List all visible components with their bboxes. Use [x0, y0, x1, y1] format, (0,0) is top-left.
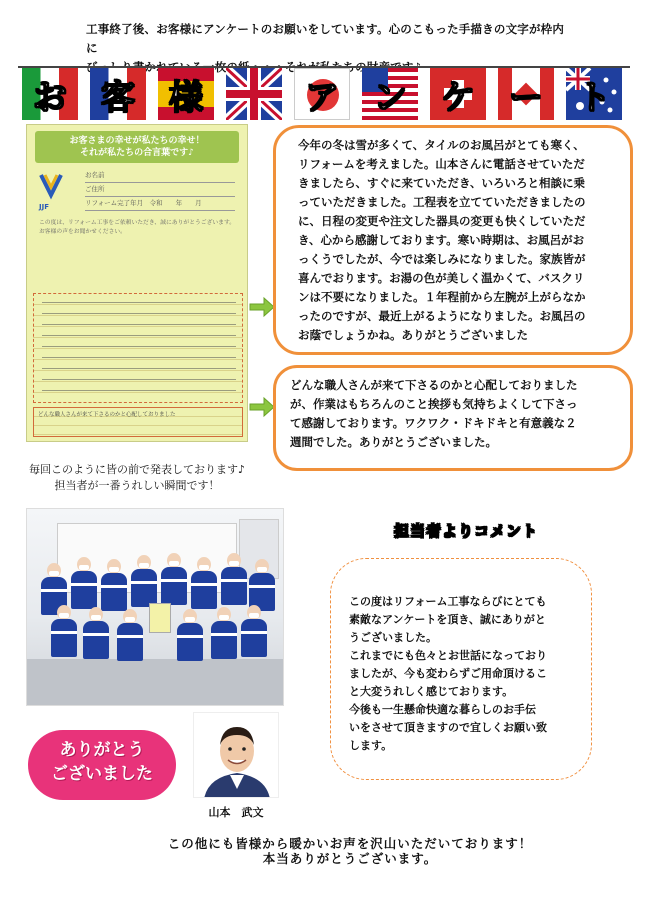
flag-switzerland: ケ	[430, 68, 486, 120]
review-1-text: 今年の冬は雪が多くて、タイルのお風呂がとても寒く、 リフォームを考えました。山本さんに電話させていただ きましたら、すぐに来ていただき、いろいろと相談に乗 っていただきました。工程表を立てていただきましたの に、日程の変更や注文した器具の変更も快くしていただ き、心から感謝しております。寒い時期は、お風呂がお っくうでしたが、今では楽しみになりました。家族皆が 喜んでおります。お湯の色が美しく温かくて、バスクリ ンは不要になりました。１年程前から左腕が上がらなか ったのですが、最近上がるようになりました。お風呂の お蔭でしょうかね。ありがとうございました	[298, 138, 586, 342]
survey-header: お客さまの幸せが私たちの幸せ！ それが私たちの合言葉です♪	[35, 131, 239, 163]
comment-title: 担当者よりコメント	[393, 522, 538, 540]
intro-line-1: 工事終了後、お客様にアンケートのお願いをしています。心のこもった手描きの文字が枠内に	[86, 22, 565, 55]
survey-logo-text: JJF	[39, 203, 49, 211]
staff-comment-box: この度はリフォーム工事ならびにとても 素敵なアンケートを頂き、誠にありがと うございました。 これまでにも色々とお世話になっており ましたが、今も変わらずご用命頂けるこ と大変うれしく感じております。 今後も一生懸命快適な暮らしのお手伝 いをさせて頂きますので宜しくお願い致 します。	[330, 558, 592, 780]
staff-avatar-icon	[194, 713, 279, 798]
survey-message-area: どんな職人さんが来て下さるのかと心配しておりました	[33, 407, 243, 437]
flag-usa: ン	[362, 68, 418, 120]
staff-name: 山本 武文	[208, 806, 264, 819]
review-bubble-2	[273, 365, 633, 471]
flag-uk	[226, 68, 282, 120]
flag-canada: ー	[498, 68, 554, 120]
flag-spain: 様	[158, 68, 214, 120]
arrow-right-icon	[248, 296, 276, 318]
review-2-text: どんな職人さんが来て下さるのかと心配しておりました が、作業はもちろんのこと挨拶も気持ちよくして下さっ て感謝しております。ワクワク・ドキドキと有意義な２ 週間でした。ありがとうございました。	[290, 378, 578, 449]
handwritten-area	[33, 293, 243, 403]
survey-intro-text: この度は、リフォーム工事をご依頼いただき、誠にありがとうございます。お客様の声をお聞かせください。	[39, 220, 236, 235]
arrow-right-icon	[248, 396, 276, 418]
flag-france: 客	[90, 68, 146, 120]
team-photo	[26, 508, 284, 706]
union-jack-icon	[226, 68, 282, 120]
thank-you-text: ありがとう ございました	[51, 740, 153, 784]
flag-italy: お	[22, 68, 78, 120]
jjf-logo-icon	[37, 171, 65, 201]
thank-you-badge	[28, 730, 176, 800]
flag-japan: ア	[294, 68, 350, 120]
survey-sheet	[149, 603, 171, 633]
survey-caption: 毎回このように皆の前で発表しております♪ 担当者が一番うれしい瞬間です！	[28, 463, 246, 492]
footer-message: この他にも皆様から暖かいお声を沢山いただいております！ 本当ありがとうございます。	[167, 836, 533, 866]
survey-fields: お名前 ご住所 リフォーム完了年月 令和 年 月	[85, 169, 235, 211]
flag-banner	[18, 64, 630, 122]
survey-card-image	[26, 124, 248, 442]
flag-australia: ト	[566, 68, 622, 120]
staff-portrait	[193, 712, 279, 798]
review-bubble-1	[273, 125, 633, 355]
